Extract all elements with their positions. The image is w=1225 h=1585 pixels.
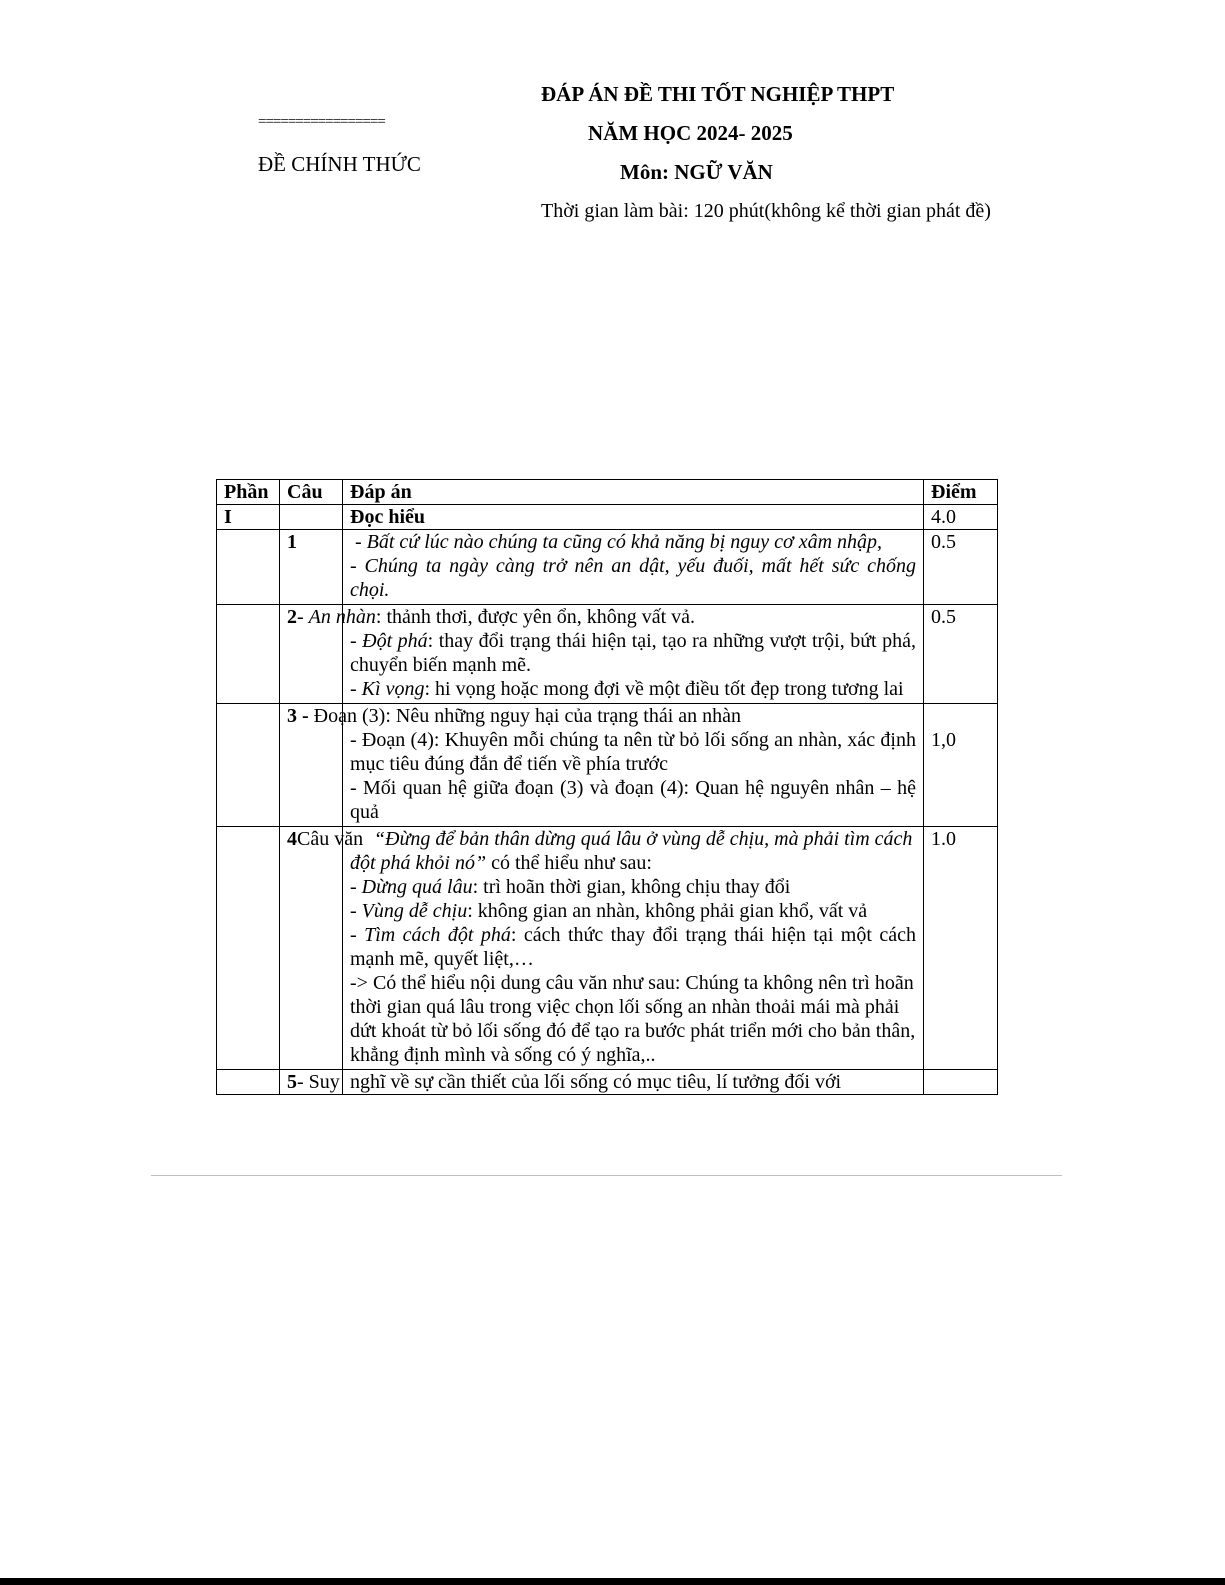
answer-line: - Vùng dễ chịu: không gian an nhàn, không phải gian khổ, vất vả xyxy=(350,900,868,922)
answer-definition: : không gian an nhàn, không phải gian khổ, vất vả xyxy=(467,900,868,922)
answer-line: - Đoạn (4): Khuyên mỗi chúng ta nên từ bỏ lối sống an nhàn, xác định mục tiêu đúng đắn để tiến về phía trước xyxy=(350,729,916,775)
answer-definition: : thay đổi trạng thái hiện tại, tạo ra những vượt trội, bứt phá, chuyển biến mạnh mẽ. xyxy=(350,630,916,676)
answer-line: - Tìm cách đột phá: cách thức thay đổi trạng thái hiện tại một cách mạnh mẽ, quyết liệt,… xyxy=(350,924,916,970)
answer-term: Kì vọng xyxy=(361,678,425,700)
answer-table xyxy=(216,479,998,1095)
answer-lead: Câu văn xyxy=(297,828,364,850)
question-spill xyxy=(287,827,363,851)
section-part: I xyxy=(217,505,280,530)
question-number: 2 xyxy=(287,606,297,628)
table-header-row xyxy=(217,480,998,505)
answer-line: - Kì vọng: hi vọng hoặc mong đợi về một điều tốt đẹp trong tương lai xyxy=(350,678,904,700)
school-year: NĂM HỌC 2024- 2025 xyxy=(588,121,793,145)
empty-cell xyxy=(217,605,280,704)
answer-term: Vùng dễ chịu xyxy=(361,900,468,922)
question-number-cell xyxy=(280,827,364,1070)
time-allowed: Thời gian làm bài: 120 phút(không kể thời gian phát đề) xyxy=(541,200,991,222)
answer-line: - Dừng quá lâu: trì hoãn thời gian, không chịu thay đổi xyxy=(350,876,791,898)
answer-line: - Đột phá: thay đổi trạng thái hiện tại, tạo ra những vượt trội, bứt phá, chuyển biến mạnh mẽ. xyxy=(350,630,916,676)
answer-term: Tìm cách đột phá xyxy=(364,924,511,946)
header-question: Câu xyxy=(280,480,343,505)
question-number-cell xyxy=(280,1070,343,1095)
question-score: 1,0 xyxy=(924,704,998,827)
answer-cell xyxy=(343,530,924,605)
question-number: 3 - xyxy=(287,705,314,727)
answer-conclusion: -> Có thể hiểu nội dung câu văn như sau: Chúng ta không nên trì hoãn thời gian quá lâu trong việc chọn lối sống an nhàn thoải mái mà phải dứt khoát từ bỏ lối sống đó để tạo ra bước phát triển mới cho bản thân, khẳng định mình và sống có ý nghĩa,.. xyxy=(350,972,916,1066)
question-score: 0.5 xyxy=(924,530,998,605)
header-score: Điểm xyxy=(924,480,998,505)
question-number: 5 xyxy=(287,1071,297,1093)
page-divider xyxy=(151,1175,1062,1176)
page-bottom-edge xyxy=(0,1578,1225,1585)
question-score: 0.5 xyxy=(924,605,998,704)
table-row xyxy=(217,605,998,704)
table-row xyxy=(217,1070,998,1095)
table-row xyxy=(217,505,998,530)
answer-cell xyxy=(343,1070,924,1095)
section-title: Đọc hiểu xyxy=(343,505,924,530)
section-empty xyxy=(280,505,343,530)
answer-term: An nhàn xyxy=(308,606,376,628)
empty-cell xyxy=(217,1070,280,1095)
question-spill xyxy=(287,1070,340,1094)
table-row xyxy=(217,827,998,1070)
question-spill xyxy=(287,704,741,728)
answer-line: Đoạn (3): Nêu những nguy hại của trạng thái an nhàn xyxy=(313,705,742,727)
empty-cell xyxy=(217,704,280,827)
answer-line: - Chúng ta ngày càng trở nên an dật, yếu đuối, mất hết sức chống chọi. xyxy=(350,555,916,601)
answer-definition: : hi vọng hoặc mong đợi về một điều tốt đẹp trong tương lai xyxy=(424,678,904,700)
answer-lead: - Suy xyxy=(297,1071,340,1093)
table-row xyxy=(217,530,998,605)
official-label: ĐỀ CHÍNH THỨC xyxy=(258,152,421,176)
answer-line: nghĩ về sự cần thiết của lối sống có mục tiêu, lí tưởng đối với xyxy=(350,1071,842,1093)
answer-line: - Bất cứ lúc nào chúng ta cũng có khả năng bị nguy cơ xâm nhập, xyxy=(350,531,883,553)
answer-line: - Mối quan hệ giữa đoạn (3) và đoạn (4): Quan hệ nguyên nhân – hệ quả xyxy=(350,777,916,823)
answer-term: Dừng quá lâu xyxy=(361,876,473,898)
answer-line xyxy=(350,827,916,875)
question-score: 1.0 xyxy=(924,827,998,1070)
answer-definition: : trì hoãn thời gian, không chịu thay đổi xyxy=(472,876,791,898)
header-part: Phần xyxy=(217,480,280,505)
question-number: 4 xyxy=(287,828,297,850)
header-answer: Đáp án xyxy=(343,480,924,505)
question-spill: 2- An nhàn: thảnh thơi, được yên ổn, không vất vả. xyxy=(287,606,696,628)
answer-definition: : thảnh thơi, được yên ổn, không vất vả. xyxy=(375,606,696,628)
empty-cell xyxy=(217,827,280,1070)
answer-after-quote: có thể hiểu như sau: xyxy=(486,852,652,874)
question-score xyxy=(924,1070,998,1095)
empty-cell xyxy=(217,530,280,605)
document-title: ĐÁP ÁN ĐỀ THI TỐT NGHIỆP THPT xyxy=(541,82,895,106)
table-row xyxy=(217,704,998,827)
answer-term: Đột phá xyxy=(362,630,428,652)
answer-definition: : cách thức thay đổi trạng thái hiện tại một cách mạnh mẽ, quyết liệt,… xyxy=(350,924,916,970)
subject-label: Môn: NGỮ VĂN xyxy=(620,160,773,184)
section-score: 4.0 xyxy=(924,505,998,530)
answer-cell xyxy=(343,827,924,1070)
question-number: 1 xyxy=(280,530,343,605)
header-left-rule: ================= xyxy=(258,114,385,130)
answer-quote: “Đừng để bản thân dừng quá lâu ở vùng dễ chịu, mà phải tìm cách đột phá khỏi nó” xyxy=(350,828,913,874)
